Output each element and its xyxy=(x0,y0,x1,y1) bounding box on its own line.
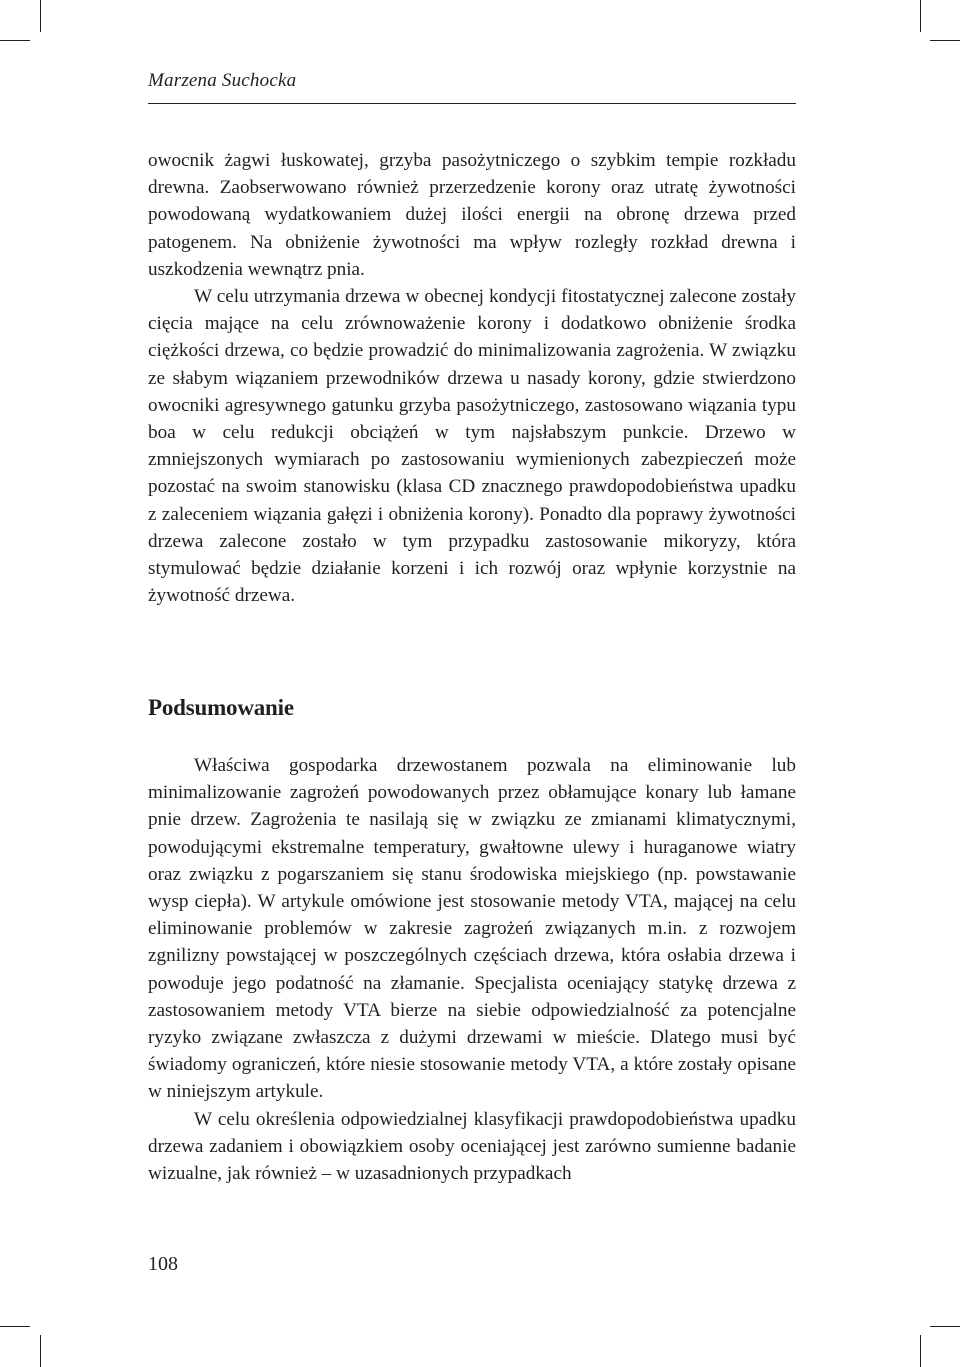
running-head-rule xyxy=(148,103,796,104)
page-number: 108 xyxy=(148,1253,178,1275)
crop-mark-top-right xyxy=(920,0,921,32)
crop-mark-bottom-right xyxy=(920,1335,921,1367)
body-text-block-2 xyxy=(148,752,796,1187)
paragraph-continuation: owocnik żagwi łuskowatej, grzyba pasożytniczego o szybkim tempie rozkładu drewna. Zaobserwowano również przerzedzenie korony oraz utratę żywotności powodowaną wydatkowaniem dużej ilości energii na obronę drzewa przed patogenem. Na obniżenie żywotności ma wpływ rozległy rozkład drewna i uszkodzenia wewnątrz pnia. xyxy=(148,150,796,280)
paragraph: W celu utrzymania drzewa w obecnej kondycji fitostatycznej zalecone zostały cięcia mające na celu zrównoważenie korony i dodatkowo obniżenie środka ciężkości drzewa, co będzie prowadzić do minimalizowania zagrożenia. W związku ze słabym wiązaniem przewodników drzewa u nasady korony, gdzie stwierdzono owocniki agresywnego gatunku grzyba pasożytniczego, zastosowano wiązania typu boa w celu redukcji obciążeń w tym najsłabszym punkcie. Drzewo w zmniejszonych wymiarach po zastosowaniu wymienionych zabezpieczeń może pozostać na swoim stanowisku (klasa CD znacznego prawdopodobieństwa upadku z zaleceniem wiązania gałęzi i obniżenia korony). Ponadto dla poprawy żywotności drzewa zalecone zostało w tym przypadku zastosowanie mikoryzy, która stymulować będzie działanie korzeni i ich rozwój oraz wpłynie korzystnie na żywotność drzewa. xyxy=(148,286,796,607)
section-heading: Podsumowanie xyxy=(148,695,294,720)
body-text-block-1 xyxy=(148,147,796,609)
crop-mark-bottom-left xyxy=(40,1335,41,1367)
crop-mark-top-left xyxy=(40,0,41,32)
paragraph: W celu określenia odpowiedzialnej klasyfikacji prawdopodobieństwa upadku drzewa zadaniem i obowiązkiem osoby oceniającej jest zarówno sumienne badanie wizualne, jak również – w uzasadnionych przypadkach xyxy=(148,1108,796,1185)
crop-mark-bottom-left-h xyxy=(0,1326,30,1327)
paragraph: Właściwa gospodarka drzewostanem pozwala na eliminowanie lub minimalizowanie zagrożeń powodowanych przez obłamujące konary lub łamane pnie drzew. Zagrożenia te nasilają się w związku ze zmianami klimatycznymi, powodującymi ekstremalne temperatury, gwałtowne ulewy i huraganowe wiatry oraz związku z pogarszaniem się stanu środowiska miejskiego (np. powstawanie wysp ciepła). W artykule omówione jest stosowanie metody VTA, mającej na celu eliminowanie problemów w zakresie zagrożeń związanych m.in. z rozwojem zgnilizny powstającej w poszczególnych częściach drzewa, która osłabia drzewa i powoduje jego podatność na złamanie. Specjalista oceniający statykę drzewa z zastosowaniem metody VTA bierze na siebie odpowiedzialność za potencjalne ryzyko związane zwłaszcza z dużymi drzewami w mieście. Dlatego musi być świadomy ograniczeń, które niesie stosowanie metody VTA, a które zostały opisane w niniejszym artykule. xyxy=(148,755,796,1103)
crop-mark-bottom-right-h xyxy=(930,1326,960,1327)
crop-mark-top-right-h xyxy=(930,40,960,41)
running-head-author: Marzena Suchocka xyxy=(148,70,297,91)
crop-mark-top-left-h xyxy=(0,40,30,41)
